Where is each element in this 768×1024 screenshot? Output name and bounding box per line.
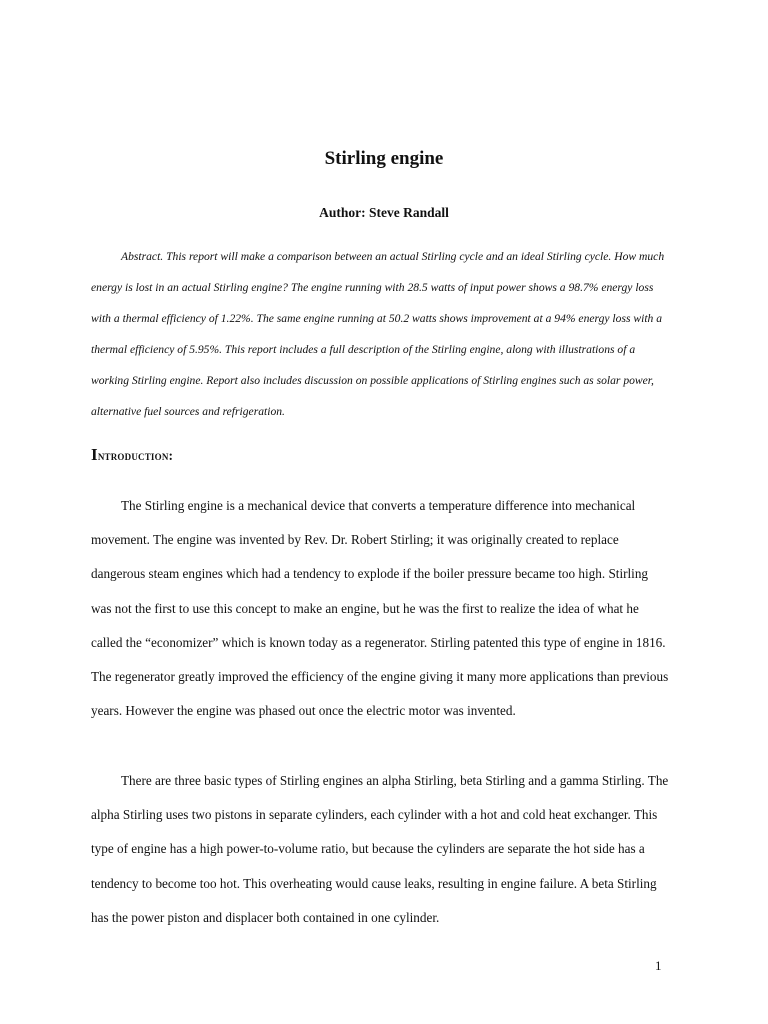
section-heading-introduction — [91, 445, 173, 465]
section-heading-initial: I — [91, 445, 98, 464]
body-paragraph: The Stirling engine is a mechanical device that converts a temperature difference into mechanical movement. The engine was invented by Rev. Dr. Robert Stirling; it was originally created to replace dangerous steam engines which had a tendency to explode if the boiler pressure became too high. Stirling was not the first to use this concept to make an engine, but he was the first to realize the idea of what he called the “economizer” which is known today as a regenerator. Stirling patented this type of engine in 1816. The regenerator greatly improved the efficiency of the engine giving it many more applications than previous years. However the engine was phased out once the electric motor was invented. — [91, 498, 669, 719]
document-author: Author: Steve Randall — [319, 205, 449, 220]
page-number: 1 — [655, 958, 662, 973]
section-heading-rest: ntroduction: — [97, 448, 174, 463]
abstract-paragraph: Abstract. This report will make a comparison between an actual Stirling cycle and an ideal Stirling cycle. How much energy is lost in an actual Stirling engine? The engine running with 28.5 watts of input power shows a 98.7% energy loss with a thermal efficiency of 1.22%. The same engine running at 50.2 watts shows improvement at a 94% energy loss with a thermal efficiency of 5.95%. This report includes a full description of the Stirling engine, along with illustrations of a working Stirling engine. Report also includes discussion on possible applications of Stirling engines such as solar power, alternative fuel sources and refrigeration. — [91, 250, 665, 418]
body-paragraph: There are three basic types of Stirling engines an alpha Stirling, beta Stirling and a gamma Stirling. The alpha Stirling uses two pistons in separate cylinders, each cylinder with a hot and cold heat exchanger. This type of engine has a high power-to-volume ratio, but because the cylinders are separate the hot side has a tendency to become too hot. This overheating would cause leaks, resulting in engine failure. A beta Stirling has the power piston and displacer both contained in one cylinder. — [91, 773, 669, 925]
document-title: Stirling engine — [324, 148, 444, 169]
